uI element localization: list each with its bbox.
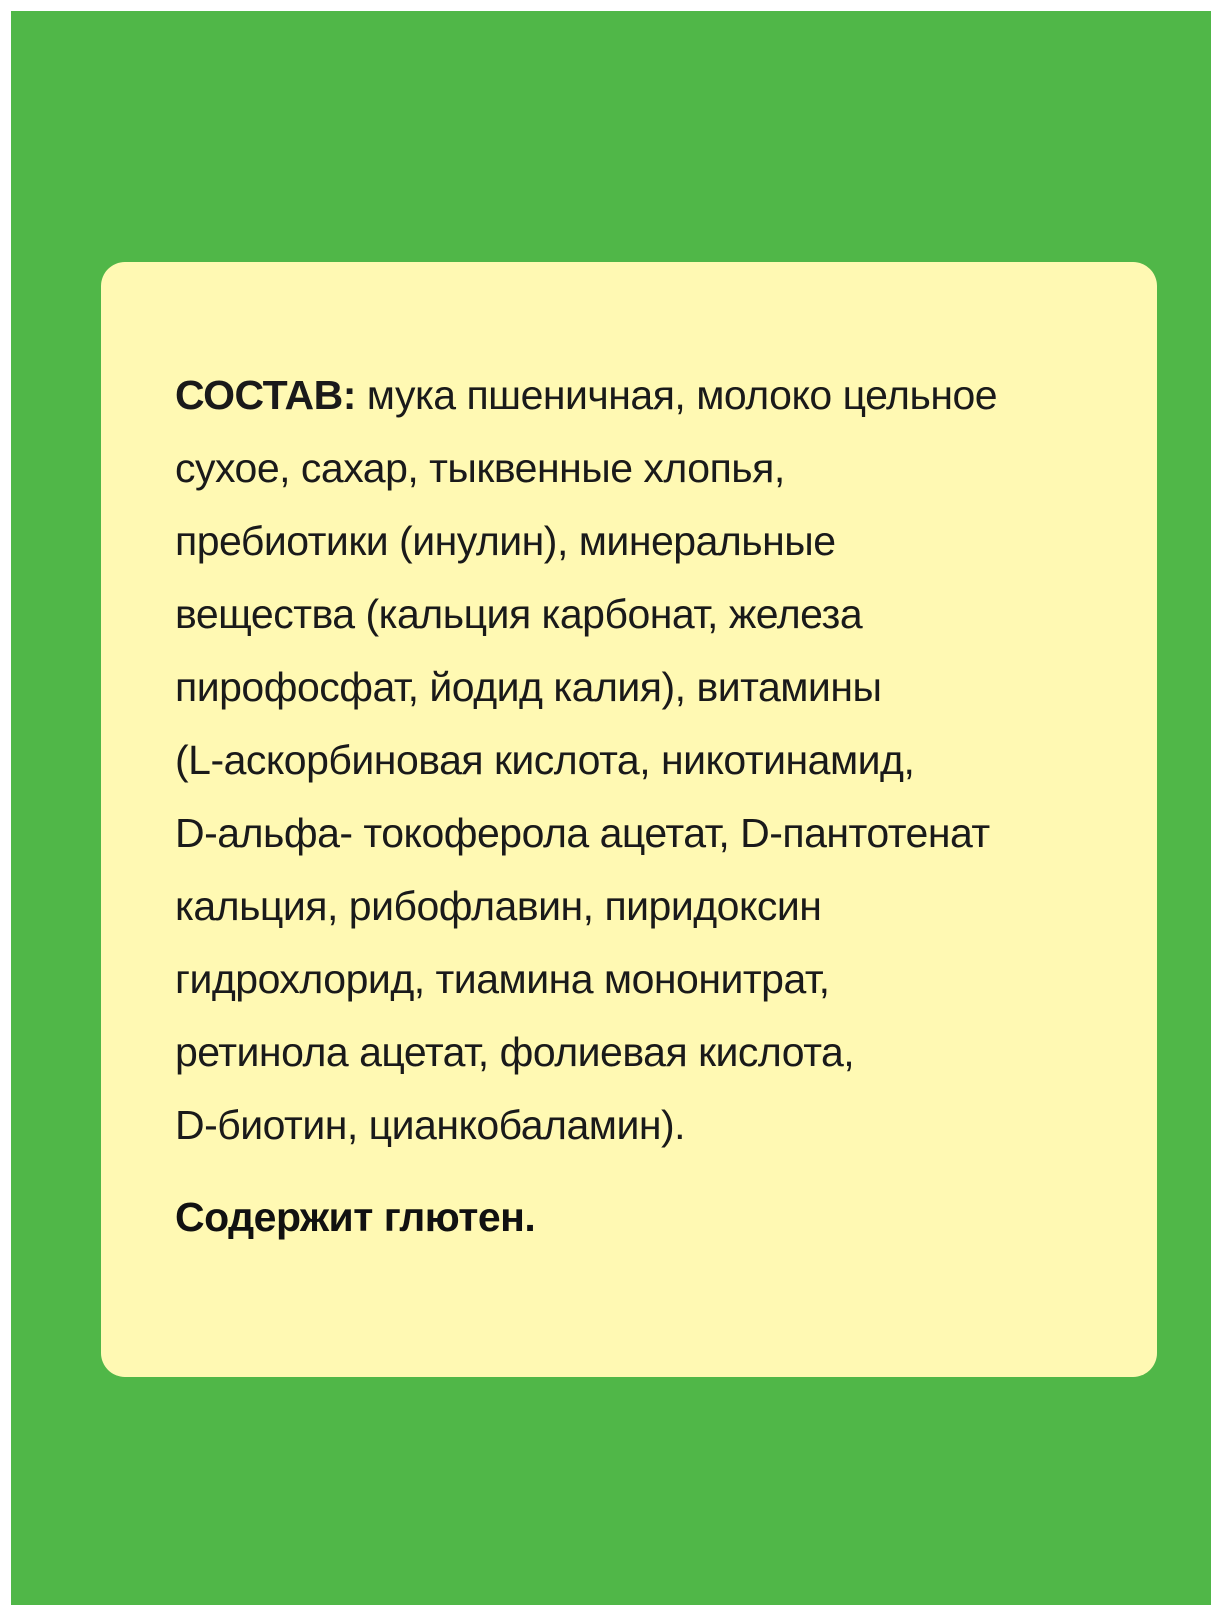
ingredients-text: [175, 359, 1115, 1162]
ingredients-line: гидрохлорид, тиамина мононитрат,: [175, 956, 830, 1002]
ingredients-line: [175, 359, 1115, 432]
ingredients-line: D-альфа- токоферола ацетат, D-пантотенат: [175, 810, 990, 856]
ingredients-line: кальция, рибофлавин, пиридоксин: [175, 883, 822, 929]
composition-card: [101, 262, 1157, 1377]
ingredients-line: D-биотин, цианкобаламин).: [175, 1102, 686, 1148]
ingredients-line: пребиотики (инулин), минеральные: [175, 518, 836, 564]
ingredients-line: (L-аскорбиновая кислота, никотинамид,: [175, 737, 915, 783]
composition-heading: СОСТАВ:: [175, 372, 356, 418]
ingredients-line: ретинола ацетат, фолиевая кислота,: [175, 1029, 855, 1075]
ingredients-line: сухое, сахар, тыквенные хлопья,: [175, 445, 785, 491]
gluten-warning: Содержит глютен.: [175, 1194, 536, 1240]
green-background: [11, 11, 1211, 1605]
ingredients-first-line: мука пшеничная, молоко цельное: [355, 372, 998, 418]
ingredients-line: пирофосфат, йодид калия), витамины: [175, 664, 882, 710]
ingredients-line: вещества (кальция карбонат, железа: [175, 591, 863, 637]
